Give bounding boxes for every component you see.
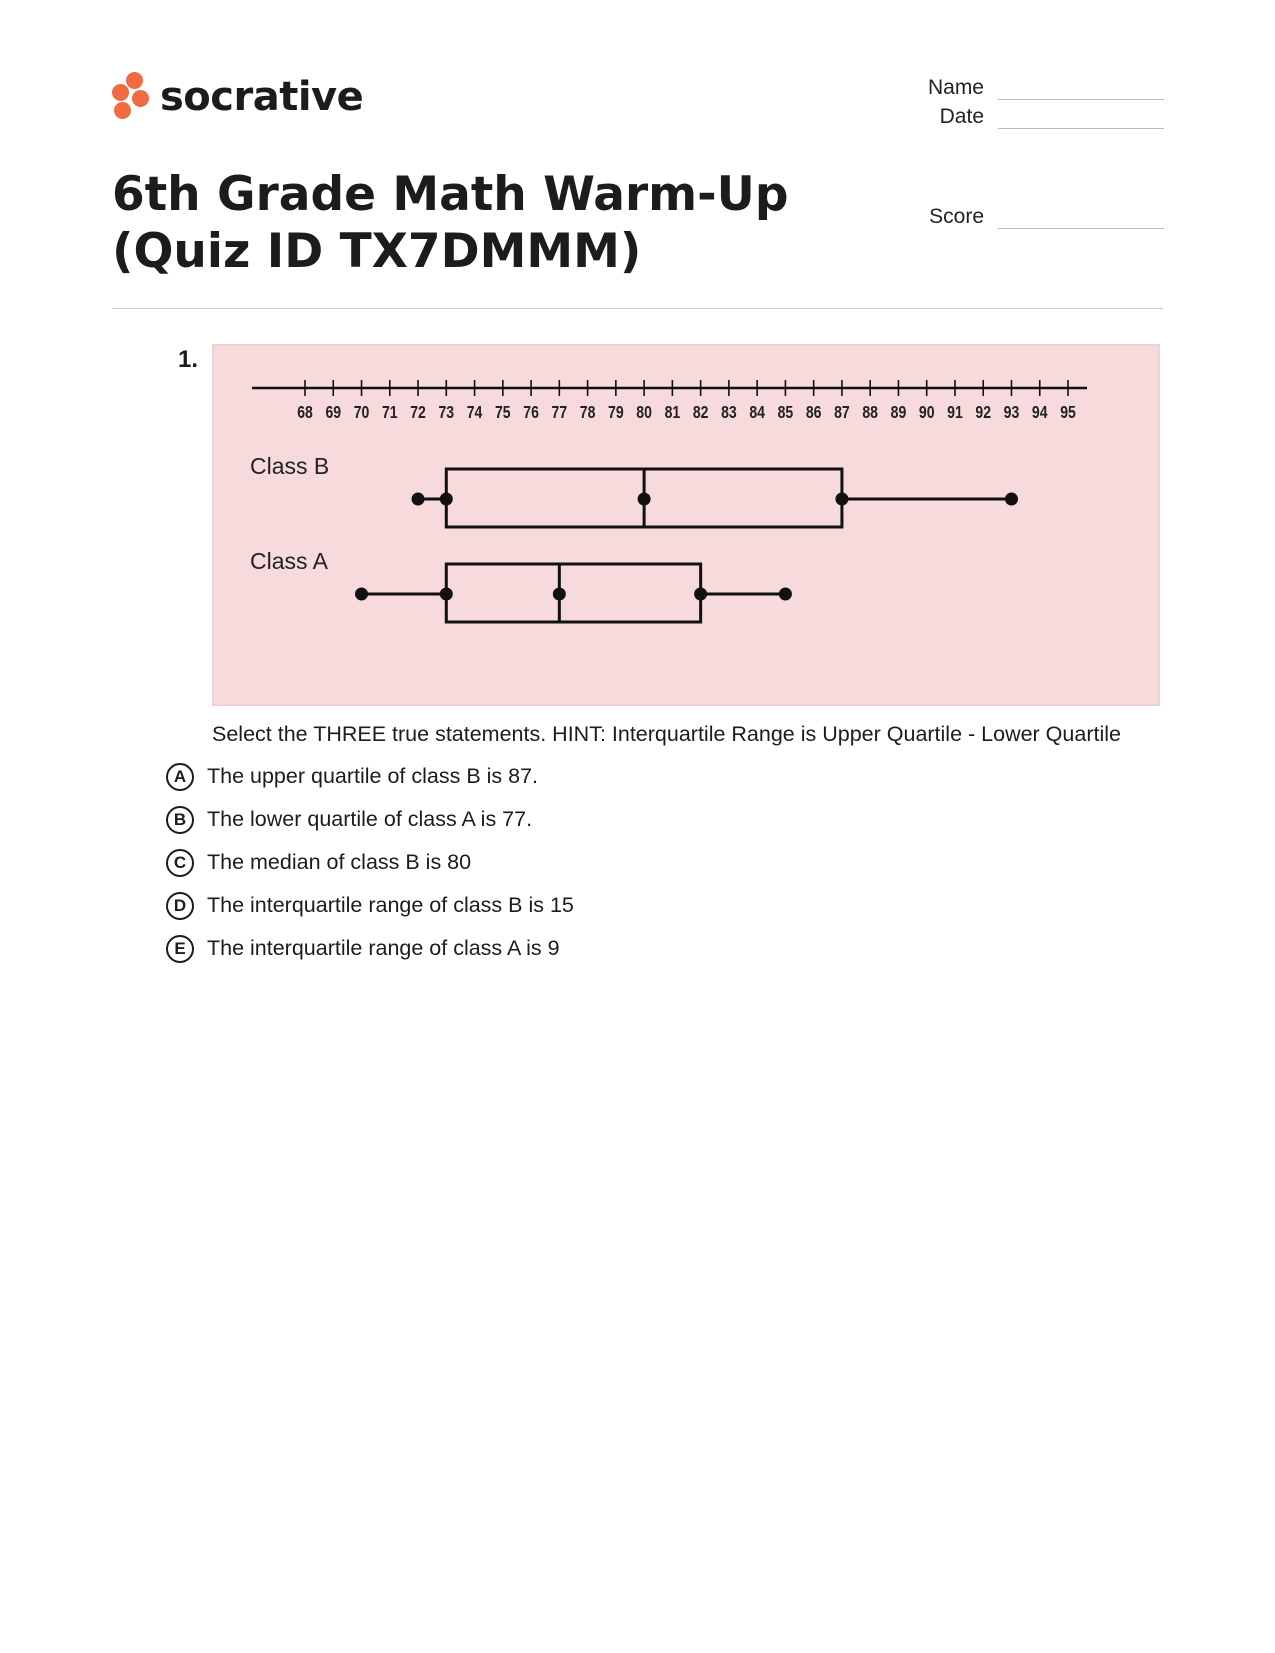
point-q1 — [440, 588, 453, 601]
tick-label: 74 — [466, 402, 483, 423]
header-divider — [112, 308, 1163, 309]
tick-label: 87 — [834, 402, 850, 423]
point-max — [779, 588, 792, 601]
date-field — [894, 105, 1164, 129]
name-label: Name — [927, 76, 984, 99]
tick-label: 86 — [805, 402, 822, 423]
point-median — [638, 493, 651, 506]
tick-label: 92 — [975, 402, 992, 423]
point-min — [412, 493, 425, 506]
option-e-bubble[interactable]: E — [166, 935, 194, 963]
option-d[interactable] — [166, 884, 574, 927]
point-median — [553, 588, 566, 601]
point-min — [355, 588, 368, 601]
answer-options — [166, 755, 574, 970]
tick-label: 89 — [890, 402, 907, 423]
option-a-bubble[interactable]: A — [166, 763, 194, 791]
tick-label: 88 — [862, 402, 878, 423]
tick-label: 75 — [495, 402, 511, 423]
tick-label: 79 — [608, 402, 624, 423]
option-d-bubble[interactable]: D — [166, 892, 194, 920]
socrative-logo — [112, 72, 363, 122]
box-plot-chart — [212, 344, 1160, 706]
option-c-bubble[interactable]: C — [166, 849, 194, 877]
option-a[interactable] — [166, 755, 574, 798]
tick-label: 76 — [523, 402, 539, 423]
tick-label: 77 — [551, 402, 568, 423]
name-line[interactable] — [998, 79, 1164, 100]
option-a-text: The upper quartile of class B is 87. — [207, 764, 539, 788]
question-number: 1. — [178, 346, 199, 373]
tick-label: 81 — [664, 402, 681, 423]
option-c-text: The median of class B is 80 — [207, 850, 472, 874]
point-max — [1005, 493, 1018, 506]
point-q1 — [440, 493, 453, 506]
tick-label: 68 — [297, 402, 313, 423]
option-e-text: The interquartile range of class A is 9 — [207, 936, 560, 960]
date-label: Date — [939, 105, 984, 128]
name-field — [894, 76, 1164, 100]
tick-label: 73 — [438, 402, 455, 423]
socrative-hexagon-icon — [112, 72, 152, 122]
tick-label: 70 — [353, 402, 370, 423]
option-c[interactable] — [166, 841, 574, 884]
series-label: Class B — [250, 453, 330, 479]
tick-label: 80 — [636, 402, 652, 423]
tick-label: 83 — [721, 402, 737, 423]
tick-label: 82 — [692, 402, 709, 423]
tick-label: 85 — [777, 402, 794, 423]
score-label: Score — [929, 205, 984, 228]
tick-label: 71 — [381, 402, 398, 423]
tick-label: 95 — [1060, 402, 1076, 423]
score-field — [894, 205, 1164, 229]
point-q3 — [694, 588, 707, 601]
option-e[interactable] — [166, 927, 574, 970]
tick-label: 69 — [325, 402, 342, 423]
chart-background — [212, 344, 1160, 706]
score-line[interactable] — [998, 208, 1164, 229]
tick-label: 90 — [918, 402, 935, 423]
option-d-text: The interquartile range of class B is 15 — [207, 893, 574, 917]
box-plot-image — [212, 344, 1160, 706]
tick-label: 93 — [1003, 402, 1020, 423]
option-b-text: The lower quartile of class A is 77. — [207, 807, 533, 831]
date-line[interactable] — [998, 108, 1164, 129]
option-b-bubble[interactable]: B — [166, 806, 194, 834]
question-prompt: Select the THREE true statements. HINT: Interquartile Range is Upper Quartile - Lower Quartile — [212, 722, 1121, 746]
tick-label: 91 — [947, 402, 963, 423]
page-title: 6th Grade Math Warm-Up (Quiz ID TX7DMMM) — [112, 167, 789, 279]
brand-name: socrative — [160, 74, 364, 120]
tick-label: 72 — [410, 402, 426, 423]
point-q3 — [835, 493, 848, 506]
tick-label: 78 — [579, 402, 596, 423]
tick-label: 84 — [749, 402, 765, 423]
tick-label: 94 — [1031, 402, 1048, 423]
option-b[interactable] — [166, 798, 574, 841]
series-label: Class A — [250, 548, 328, 574]
